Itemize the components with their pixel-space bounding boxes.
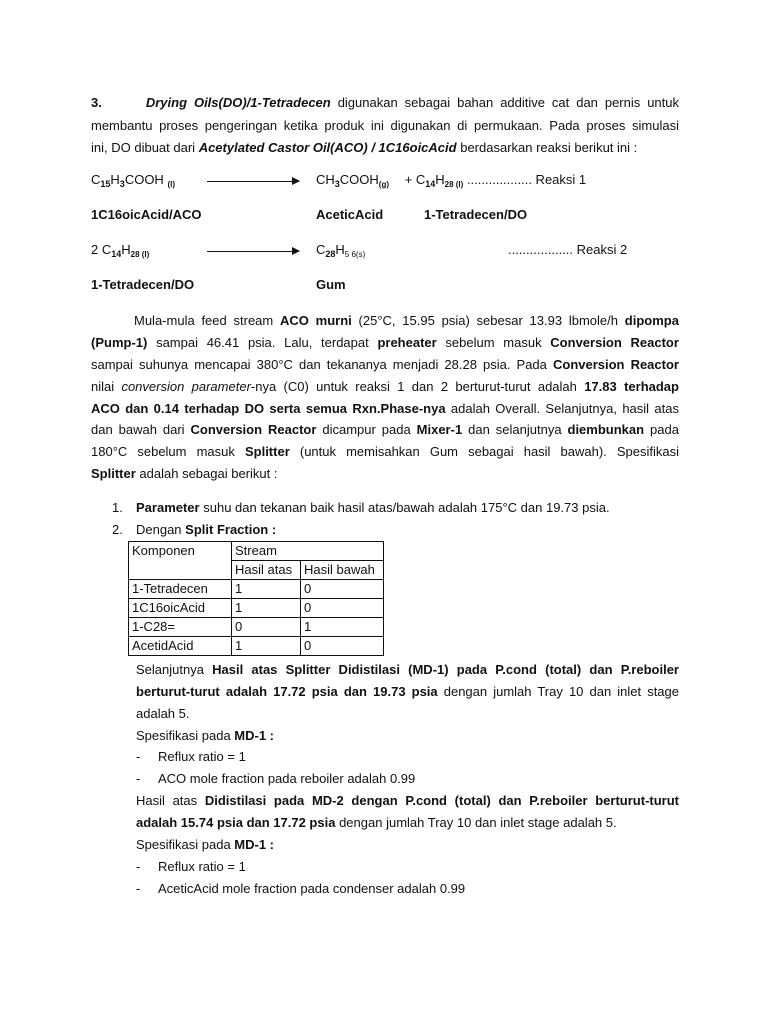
problem-title: Drying Oils(DO)/1-Tetradecen xyxy=(145,95,331,110)
split-fraction-table xyxy=(128,541,384,656)
md2-line-1: Hasil atas Didistilasi pada MD-2 dengan P.cond (total) dan P.reboiler berturut-turut xyxy=(136,793,679,808)
para1-line-5: ACO dan 0.14 terhadap DO serta semua Rxn.Phase-nya adalah Overall. Selanjutnya, hasil atas xyxy=(91,401,679,416)
header-hasil-atas: Hasil atas xyxy=(232,561,301,580)
spec1-item-2: - ACO mole fraction pada reboiler adalah 0.99 xyxy=(136,771,416,786)
md1-line-2: berturut-turut adalah 17.72 psia dan 19.73 psia dengan jumlah Tray 10 dan inlet stage xyxy=(136,684,679,699)
row-name: 1-Tetradecen xyxy=(129,580,232,599)
heading-line-3 xyxy=(91,137,679,159)
name-do: 1-Tetradecen/DO xyxy=(91,277,195,292)
table-header-row-1 xyxy=(129,542,384,561)
md1-line-3: adalah 5. xyxy=(136,706,190,721)
spec1-item-1: - Reflux ratio = 1 xyxy=(136,749,246,764)
name-acetic: AceticAcid xyxy=(316,207,384,222)
para1-line-3: sampai suhunya mencapai 380°C dan tekananya menjadi 28.28 psia. Pada Conversion Reactor xyxy=(91,357,679,372)
list-item-2: 2. Dengan Split Fraction : xyxy=(112,522,277,537)
name-tetradecen: 1-Tetradecen/DO xyxy=(424,207,528,222)
row-atas: 1 xyxy=(232,580,301,599)
spec1-heading: Spesifikasi pada MD-1 : xyxy=(136,728,275,743)
md1-line-1: Selanjutnya Hasil atas Splitter Didistilasi (MD-1) pada P.cond (total) dan P.reboiler xyxy=(136,662,679,677)
heading-l1-text: digunakan sebagai bahan additive cat dan pernis untuk xyxy=(337,95,679,110)
heading-l3-c: berdasarkan reaksi berikut ini : xyxy=(460,140,638,155)
reaction1-products: $CH_3COOH_{(g)} + C_{14}H_{28 (l)}$ .................. Reaksi 1 xyxy=(316,172,587,189)
reaction1-reactant: $C_{15}H_3COOH$ $_{(l)}$ xyxy=(91,172,175,189)
reaction2-arrow xyxy=(207,251,299,252)
row-name: AcetidAcid xyxy=(129,637,232,656)
problem-number: 3. xyxy=(91,95,102,110)
heading-l3-a: ini, DO dibuat dari xyxy=(91,140,196,155)
heading-l2-text: membantu proses pengeringan ketika produk ini digunakan di permukaan. Pada proses simulasi xyxy=(91,118,679,133)
name-gum: Gum xyxy=(316,277,346,292)
header-hasil-bawah: Hasil bawah xyxy=(301,561,384,580)
heading-line-2 xyxy=(91,115,679,137)
reaction1-arrow xyxy=(207,181,299,182)
reaction2-reactant: 2 $C_{14}H_{28 (l)}$ xyxy=(91,242,150,259)
header-stream: Stream xyxy=(232,542,384,561)
row-atas: 0 xyxy=(232,618,301,637)
list-item-1: 1. Parameter suhu dan tekanan baik hasil atas/bawah adalah 175°C dan 19.73 psia. xyxy=(112,500,610,515)
reaction1-label: .................. Reaksi 1 xyxy=(466,172,587,187)
row-atas: 1 xyxy=(232,637,301,656)
name-aco: 1C16oicAcid/ACO xyxy=(91,207,202,222)
para1-line-6: dan bawah dari Conversion Reactor dicampur pada Mixer-1 dan selanjutnya diembunkan pada xyxy=(91,422,679,437)
table-row xyxy=(129,637,384,656)
row-name: 1C16oicAcid xyxy=(129,599,232,618)
para1-line-7: 180°C sebelum masuk Splitter (untuk memisahkan Gum sebagai hasil bawah). Spesifikasi xyxy=(91,444,679,459)
heading-line-1 xyxy=(91,92,679,114)
para1-line-1: Mula-mula feed stream ACO murni (25°C, 15.95 psia) sebesar 13.93 lbmole/h dipompa xyxy=(134,313,679,328)
feed-name: Acetylated Castor Oil(ACO) / 1C16oicAcid xyxy=(198,140,457,155)
md2-line-2: adalah 15.74 psia dan 17.72 psia dengan jumlah Tray 10 dan inlet stage adalah 5. xyxy=(136,815,617,830)
spec2-item-1: - Reflux ratio = 1 xyxy=(136,859,246,874)
para1-line-4: nilai conversion parameter-nya (C0) untuk reaksi 1 dan 2 berturut-turut adalah 17.83 terhadap xyxy=(91,379,679,394)
row-bawah: 1 xyxy=(301,618,384,637)
reaction2-product: $C_{28}H_{5 6(s)}$ xyxy=(316,242,366,259)
row-name: 1-C28= xyxy=(129,618,232,637)
row-bawah: 0 xyxy=(301,580,384,599)
row-atas: 1 xyxy=(232,599,301,618)
spec2-item-2: - AceticAcid mole fraction pada condenser adalah 0.99 xyxy=(136,881,466,896)
table-row xyxy=(129,618,384,637)
para1-line-2: (Pump-1) sampai 46.41 psia. Lalu, terdapat preheater sebelum masuk Conversion Reactor xyxy=(91,335,679,350)
table-row xyxy=(129,580,384,599)
spec2-heading: Spesifikasi pada MD-1 : xyxy=(136,837,275,852)
row-bawah: 0 xyxy=(301,599,384,618)
table-row xyxy=(129,599,384,618)
header-komponen: Komponen xyxy=(129,542,232,580)
reaction2-label: .................. Reaksi 2 xyxy=(508,242,628,257)
row-bawah: 0 xyxy=(301,637,384,656)
para1-line-8: Splitter adalah sebagai berikut : xyxy=(91,466,278,481)
